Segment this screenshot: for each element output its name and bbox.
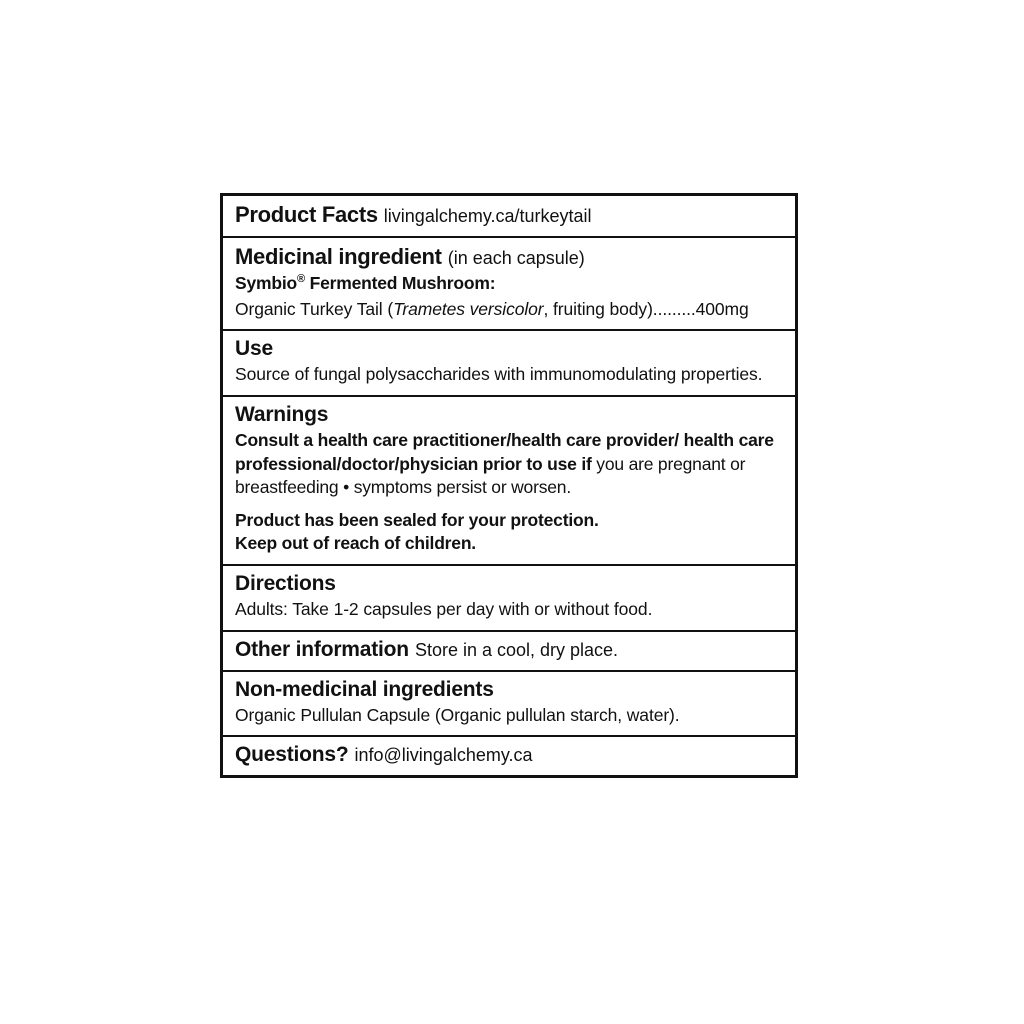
medicinal-detail-line bbox=[235, 298, 783, 322]
use-title: Use bbox=[235, 337, 273, 361]
section-header bbox=[223, 196, 795, 238]
section-non-medicinal bbox=[223, 672, 795, 738]
warnings-children: Keep out of reach of children. bbox=[235, 533, 476, 554]
questions-title: Questions? bbox=[235, 743, 349, 767]
warnings-normal-tail: you are pregnant or breastfeeding • symptoms persist or worsen. bbox=[235, 453, 746, 498]
questions-email[interactable]: info@livingalchemy.ca bbox=[354, 745, 533, 766]
medicinal-brand-rest: Fermented Mushroom: bbox=[304, 273, 496, 293]
non-medicinal-title: Non-medicinal ingredients bbox=[235, 677, 494, 701]
medicinal-detail-pre: Organic Turkey Tail ( bbox=[235, 298, 394, 319]
registered-mark: ® bbox=[297, 273, 305, 286]
section-other-information bbox=[223, 632, 795, 672]
warnings-main bbox=[235, 429, 783, 500]
other-information-title: Other information bbox=[235, 637, 409, 661]
page-title: Product Facts bbox=[235, 202, 378, 227]
medicinal-brand-line bbox=[235, 272, 783, 296]
other-information-text: Store in a cool, dry place. bbox=[414, 639, 619, 660]
medicinal-latin-name: Trametes versicolor bbox=[393, 298, 544, 319]
non-medicinal-text: Organic Pullulan Capsule (Organic pullulan starch, water). bbox=[235, 704, 680, 725]
warnings-sealed: Product has been sealed for your protection. bbox=[235, 509, 599, 530]
directions-text: Adults: Take 1-2 capsules per day with or without food. bbox=[235, 599, 653, 619]
warnings-bold-lead: Consult a health care practitioner/health care provider/ health care professional/doctor/physician prior to use if bbox=[235, 429, 774, 474]
product-url: livingalchemy.ca/turkeytail bbox=[383, 206, 592, 226]
warnings-title: Warnings bbox=[235, 402, 329, 426]
medicinal-title-note: (in each capsule) bbox=[447, 248, 585, 268]
medicinal-brand: Symbio bbox=[235, 273, 298, 293]
medicinal-detail-post: , fruiting body).........400mg bbox=[543, 298, 749, 319]
section-use bbox=[223, 331, 795, 397]
use-text: Source of fungal polysaccharides with immunomodulating properties. bbox=[235, 364, 763, 385]
section-medicinal-ingredient bbox=[223, 238, 795, 331]
product-facts-panel bbox=[220, 193, 798, 778]
section-questions bbox=[223, 737, 795, 775]
directions-title: Directions bbox=[235, 572, 336, 595]
medicinal-title: Medicinal ingredient bbox=[235, 244, 442, 269]
section-directions bbox=[223, 566, 795, 632]
section-warnings bbox=[223, 397, 795, 566]
